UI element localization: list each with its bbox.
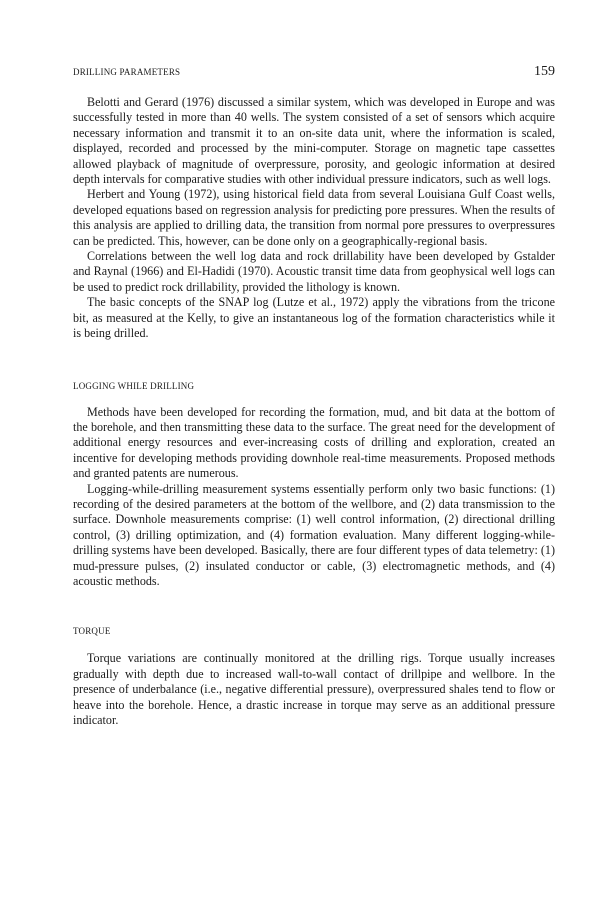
body-text [73,95,555,728]
page-number: 159 [534,64,555,79]
running-title: DRILLING PARAMETERS [73,67,181,77]
paragraph: Belotti and Gerard (1976) discussed a similar system, which was developed in Europe and was successfully tested in more than 40 wells. The system consisted of a set of sensors which acquire necessary information and transmit it to an on-site data unit, where the information is scaled, displayed, recorded and processed by the mini-computer. Storage on magnetic tape cassettes allowed playback of magnitude of overpressure, porosity, and geologic information at desired depth intervals for comparative studies with other individual pressure indicators, such as well logs. [73,95,555,187]
running-header [73,60,555,82]
paragraph: Correlations between the well log data and rock drillability have been developed by Gstalder and Raynal (1966) and El-Hadidi (1970). Acoustic transit time data from geophysical well logs can be used to predict rock drillability, provided the lithology is known. [73,249,555,294]
book-page [73,60,555,728]
paragraph: Logging-while-drilling measurement systems essentially perform only two basic functions: (1) recording of the desired parameters at the bottom of the wellbore, and (2) data transmission to the surface. Downhole measurements comprise: (1) well control information, (2) directional drilling control, (3) drilling optimization, and (4) formation evaluation. Many different logging-while-drilling systems have been developed. Basically, there are four different types of data telemetry: (1) mud-pressure pulses, (2) insulated conductor or cable, (3) electromagnetic methods, and (4) acoustic methods. [73,481,555,588]
paragraph: Torque variations are continually monitored at the drilling rigs. Torque usually increases gradually with depth due to increased wall-to-wall contact of drillpipe and wellbore. In the presence of underbalance (i.e., negative differential pressure), overpressured shales tend to flow or heave into the borehole. Hence, a drastic increase in torque may serve as an additional pressure indicator. [73,651,555,727]
section-heading-torque: TORQUE [73,626,111,637]
paragraph: The basic concepts of the SNAP log (Lutze et al., 1972) apply the vibrations from the tricone bit, as measured at the Kelly, to give an instantaneous log of the formation characteristics while it is being drilled. [73,295,555,341]
paragraph: Herbert and Young (1972), using historical field data from several Louisiana Gulf Coast wells, developed equations based on regression analysis for predicting pore pressures. When the results of this analysis are applied to drilling data, the transition from normal pore pressures to overpressures can be predicted. This, however, can be done only on a geographically-regional basis. [73,187,555,248]
paragraph: Methods have been developed for recording the formation, mud, and bit data at the bottom of the borehole, and then transmitting these data to the surface. The great need for the development of additional energy resources and ever-increasing costs of drilling and exploration, created an incentive for developing methods providing downhole real-time measurements. Proposed methods and granted patents are numerous. [73,404,555,481]
section-heading-logging-while-drilling: LOGGING WHILE DRILLING [73,380,195,391]
